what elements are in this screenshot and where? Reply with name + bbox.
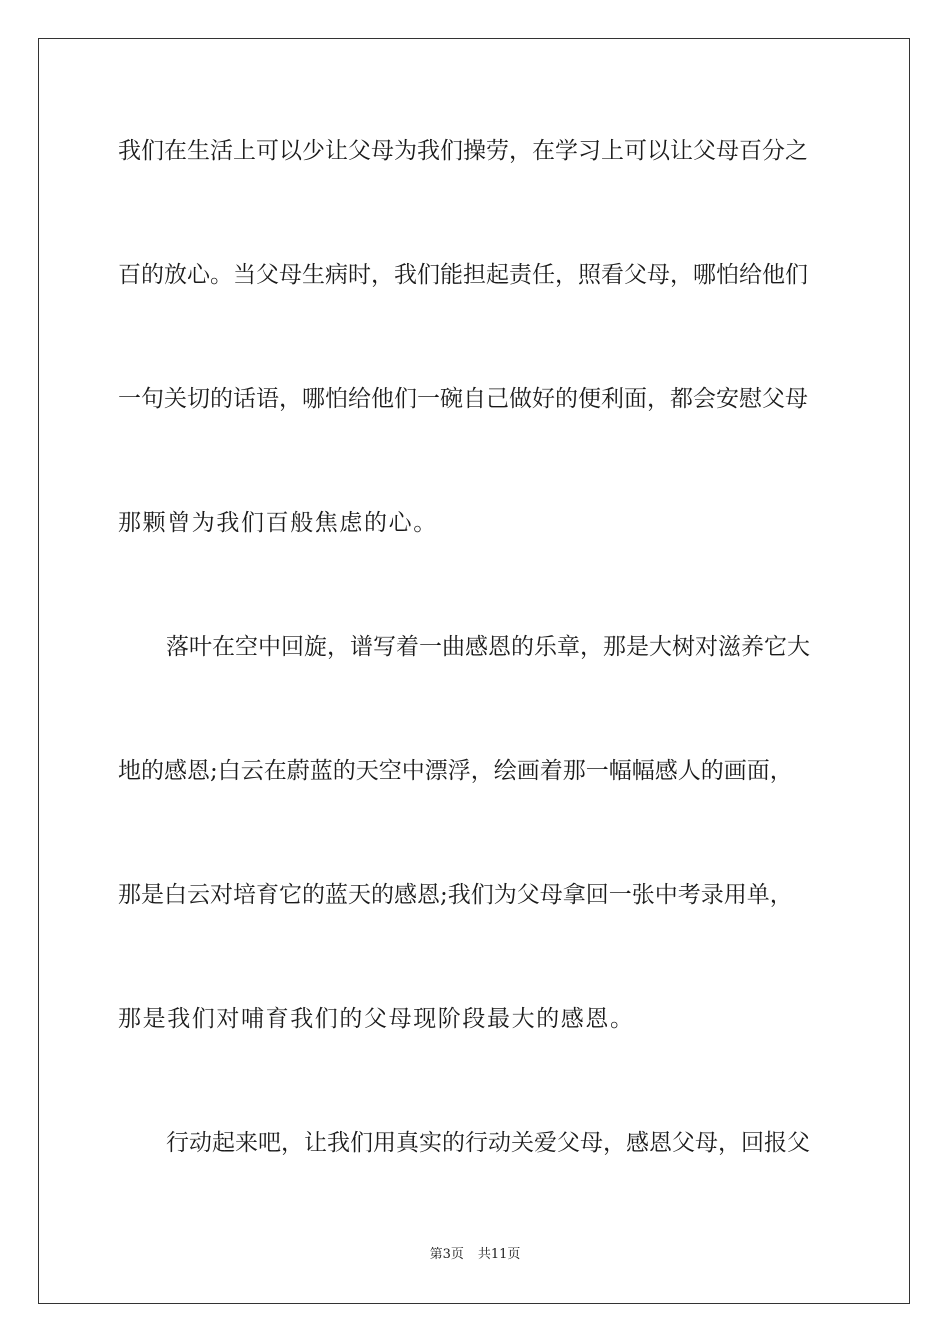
- page-number: 第3页: [429, 1247, 464, 1262]
- paragraph-line: 落叶在空中回旋，谱写着一曲感恩的乐章，那是大树对滋养它大: [166, 634, 810, 660]
- paragraph-line: 那是白云对培育它的蓝天的感恩;我们为父母拿回一张中考录用单，: [118, 882, 793, 908]
- page-footer: [0, 1246, 950, 1264]
- paragraph-line: 行动起来吧，让我们用真实的行动关爱父母，感恩父母，回报父: [166, 1130, 810, 1156]
- paragraph-line: 一句关切的话语，哪怕给他们一碗自己做好的便利面，都会安慰父母: [118, 386, 808, 412]
- paragraph-line: 百的放心。当父母生病时，我们能担起责任，照看父母，哪怕给他们: [118, 262, 808, 288]
- paragraph-line: 地的感恩;白云在蔚蓝的天空中漂浮，绘画着那一幅幅感人的画面，: [118, 758, 793, 784]
- page-total: 共11页: [477, 1247, 521, 1262]
- page-border: [38, 38, 910, 1304]
- paragraph-line: 那颗曾为我们百般焦虑的心。: [118, 510, 438, 536]
- paragraph-line: 我们在生活上可以少让父母为我们操劳，在学习上可以让父母百分之: [118, 138, 808, 164]
- paragraph-line: 那是我们对哺育我们的父母现阶段最大的感恩。: [118, 1006, 635, 1032]
